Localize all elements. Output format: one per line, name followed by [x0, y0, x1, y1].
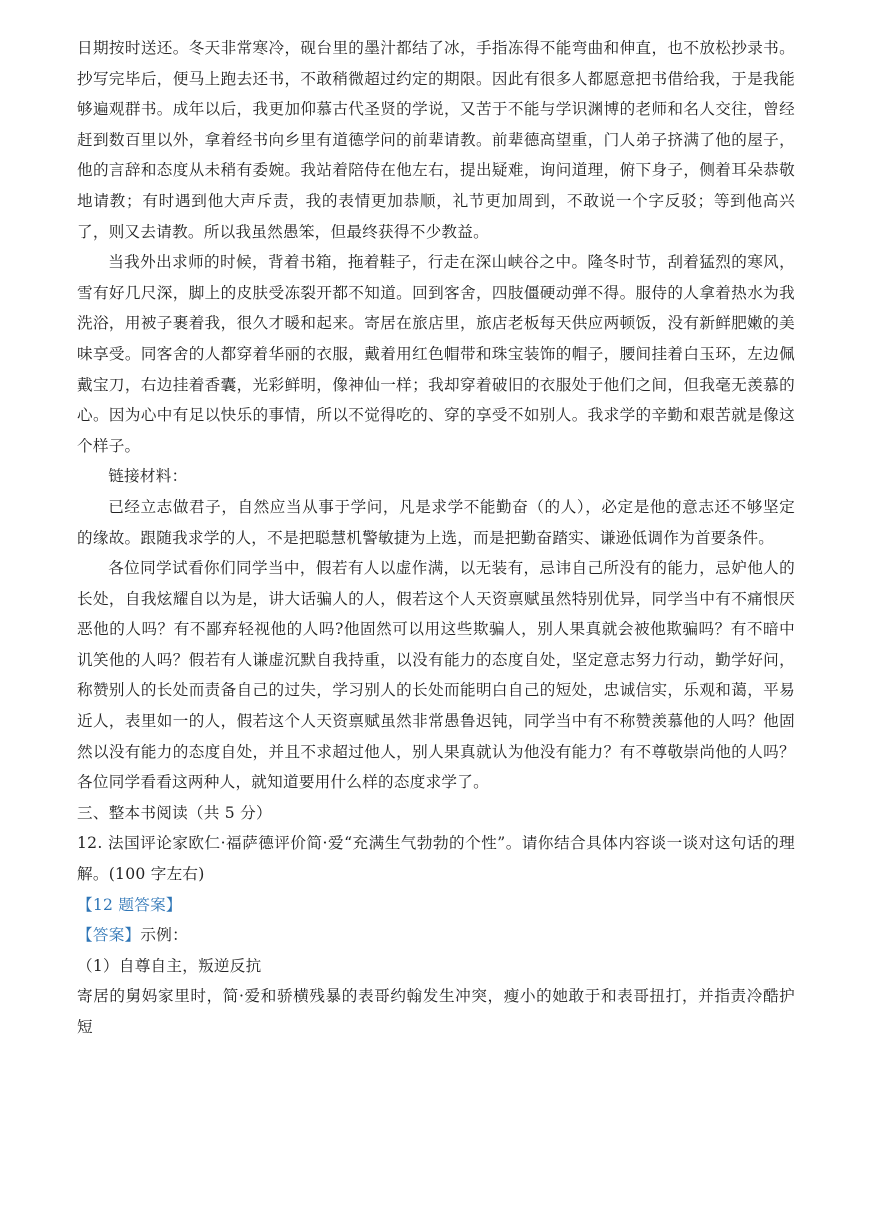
answer-label: 【答案】 [77, 926, 141, 945]
body-paragraph-2: 当我外出求师的时候，背着书箱，拖着鞋子，行走在深山峡谷之中。隆冬时节，刮着猛烈的寒风，雪有好几尺深，脚上的皮肤受冻裂开都不知道。回到客舍，四肢僵硬动弹不得。服侍的人拿着热水为我洗浴，用被子裹着我，很久才暖和起来。寄居在旅店里，旅店老板每天供应两顿饭，没有新鲜肥嫩的美味享受。同客舍的人都穿着华丽的衣服，戴着用红色帽带和珠宝装饰的帽子，腰间挂着白玉环，左边佩戴宝刀，右边挂着香囊，光彩鲜明，像神仙一样；我却穿着破旧的衣服处于他们之间，但我毫无羡慕的心。因为心中有足以快乐的事情，所以不觉得吃的、穿的享受不如别人。我求学的辛勤和艰苦就是像这个样子。 [77, 253, 795, 455]
answer-header: 【12 题答案】 [77, 895, 182, 914]
answer-text: 示例： [140, 926, 188, 945]
body-paragraph-4: 已经立志做君子，自然应当从事于学问，凡是求学不能勤奋（的人），必定是他的意志还不够坚定的缘故。跟随我求学的人，不是把聪慧机警敏捷为上选，而是把勤奋踏实、谦逊低调作为首要条件。 [77, 497, 795, 547]
body-paragraph-1: 日期按时送还。冬天非常寒冷，砚台里的墨汁都结了冰，手指冻得不能弯曲和伸直，也不放松抄录书。抄写完毕后，便马上跑去还书，不敢稍微超过约定的期限。因此有很多人都愿意把书借给我，于是我能够遍观群书。成年以后，我更加仰慕古代圣贤的学说，又苦于不能与学识渊博的老师和名人交往，曾经赶到数百里以外，拿着经书向乡里有道德学问的前辈请教。前辈德高望重，门人弟子挤满了他的屋子，他的言辞和态度从未稍有委婉。我站着陪侍在他左右，提出疑难，询问道理，俯下身子，侧着耳朵恭敬地请教；有时遇到他大声斥责，我的表情更加恭顺，礼节更加周到，不敢说一个字反驳；等到他高兴了，则又去请教。所以我虽然愚笨，但最终获得不少教益。 [77, 39, 795, 241]
section-heading: 三、整本书阅读（共 5 分） [77, 803, 272, 822]
body-paragraph-5: 各位同学试看你们同学当中，假若有人以虚作满，以无装有，忌讳自己所没有的能力，忌妒他人的长处，自我炫耀自以为是，讲大话骗人的人，假若这个人天资禀赋虽然特别优异，同学当中有不痛恨厌恶他的人吗？有不鄙弃轻视他的人吗?他固然可以用这些欺骗人，别人果真就会被他欺骗吗？有不暗中讥笑他的人吗？假若有人谦虚沉默自我持重，以没有能力的态度自处，坚定意志努力行动，勤学好问，称赞别人的长处而责备自己的过失，学习别人的长处而能明白自己的短处，忠诚信实，乐观和蔼，平易近人，表里如一的人，假若这个人天资禀赋虽然非常愚鲁迟钝，同学当中有不称赞羡慕他的人吗？他固然以没有能力的态度自处，并且不求超过他人，别人果真就认为他没有能力？有不尊敬崇尚他的人吗？各位同学看看这两种人，就知道要用什么样的态度求学了。 [77, 559, 795, 792]
point-1-heading: （1）自尊自主，叛逆反抗 [77, 956, 262, 975]
question-12 [77, 828, 795, 889]
question-text: 法国评论家欧仁·福萨德评价简·爱“充满生气勃勃的个性”。请你结合具体内容谈一谈对这句话的理解。(100 字左右) [77, 834, 795, 884]
question-number: 12. [77, 834, 103, 853]
point-1-text: 寄居的舅妈家里时，简·爱和骄横残暴的表哥约翰发生冲突，瘦小的她敢于和表哥扭打，并指责冷酷护短 [77, 987, 795, 1036]
document-page [77, 33, 795, 1043]
answer-line [77, 920, 795, 951]
linked-material-label: 链接材料： [108, 467, 188, 486]
